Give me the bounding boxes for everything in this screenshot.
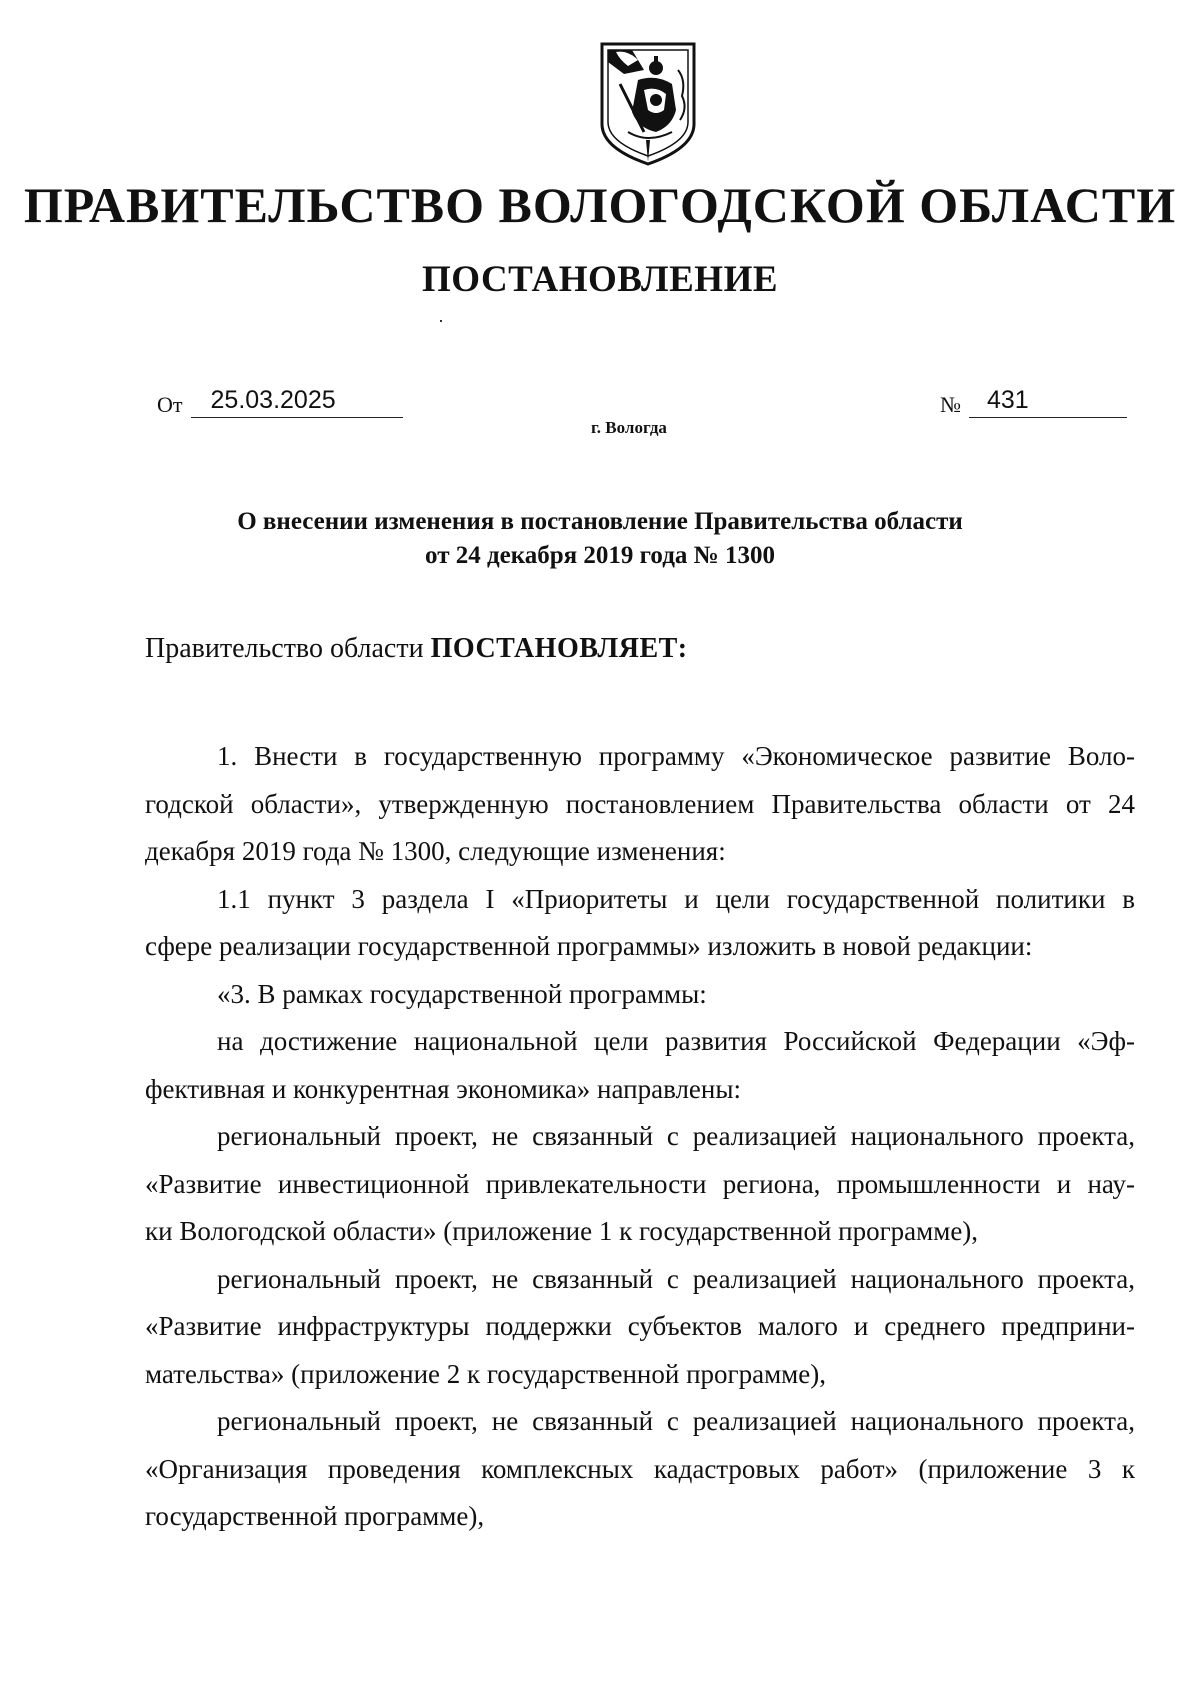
body-line: «Развитие инвестиционной привлекательности региона, промышленности и нау-	[145, 1168, 1135, 1199]
decree-statement	[145, 633, 688, 665]
document-subject	[0, 505, 1200, 573]
body-line: «Организация проведения комплексных кадастровых работ» (приложение 3 к	[145, 1453, 1135, 1484]
body-line: государственной программе),	[145, 1501, 485, 1531]
date-label: От	[157, 392, 183, 417]
date-field	[157, 387, 403, 418]
number-label: №	[940, 392, 961, 417]
date-underline	[191, 387, 403, 418]
document-body	[145, 733, 1135, 1541]
coat-of-arms-icon	[598, 40, 698, 168]
decree-lead: Правительство области	[145, 633, 424, 664]
body-line: ки Вологодской области» (приложение 1 к государственной программе),	[145, 1216, 979, 1246]
subject-line-2: от 24 декабря 2019 года № 1300	[425, 542, 775, 569]
document-type: ПОСТАНОВЛЕНИЕ	[421, 259, 779, 300]
scan-speck	[440, 320, 442, 322]
number-value: 431	[987, 386, 1029, 414]
decree-keyword: ПОСТАНОВЛЯЕТ:	[430, 633, 688, 664]
number-underline	[969, 387, 1127, 418]
body-line: декабря 2019 года № 1300, следующие изменения:	[145, 836, 726, 866]
body-line: региональный проект, не связанный с реализацией национального проекта,	[217, 1121, 1135, 1151]
organization-name: ПРАВИТЕЛЬСТВО ВОЛОГОДСКОЙ ОБЛАСТИ	[23, 177, 1177, 233]
body-line: «3. В рамках государственной программы:	[217, 978, 707, 1009]
body-line: «Развитие инфраструктуры поддержки субъектов малого и среднего предприни-	[145, 1311, 1135, 1341]
subject-line-1: О внесении изменения в постановление Правительства области	[237, 508, 963, 535]
body-line: сфере реализации государственной программы» изложить в новой редакции:	[145, 931, 1033, 961]
body-line: годской области», утвержденную постановлением Правительства области от 24	[145, 788, 1135, 819]
body-line: региональный проект, не связанный с реализацией национального проекта,	[217, 1263, 1135, 1294]
body-line: 1.1 пункт 3 раздела I «Приоритеты и цели государственной политики в	[217, 883, 1135, 914]
number-field	[940, 387, 1127, 418]
body-line: региональный проект, не связанный с реализацией национального проекта,	[217, 1406, 1135, 1436]
body-line: мательства» (приложение 2 к государственной программе),	[145, 1358, 826, 1389]
body-line: фективная и конкурентная экономика» направлены:	[145, 1073, 742, 1104]
body-line: на достижение национальной цели развития Российской Федерации «Эф-	[217, 1026, 1135, 1056]
body-line: 1. Внести в государственную программу «Экономическое развитие Воло-	[217, 741, 1135, 771]
date-value: 25.03.2025	[210, 386, 336, 414]
city: г. Вологда	[591, 418, 667, 437]
